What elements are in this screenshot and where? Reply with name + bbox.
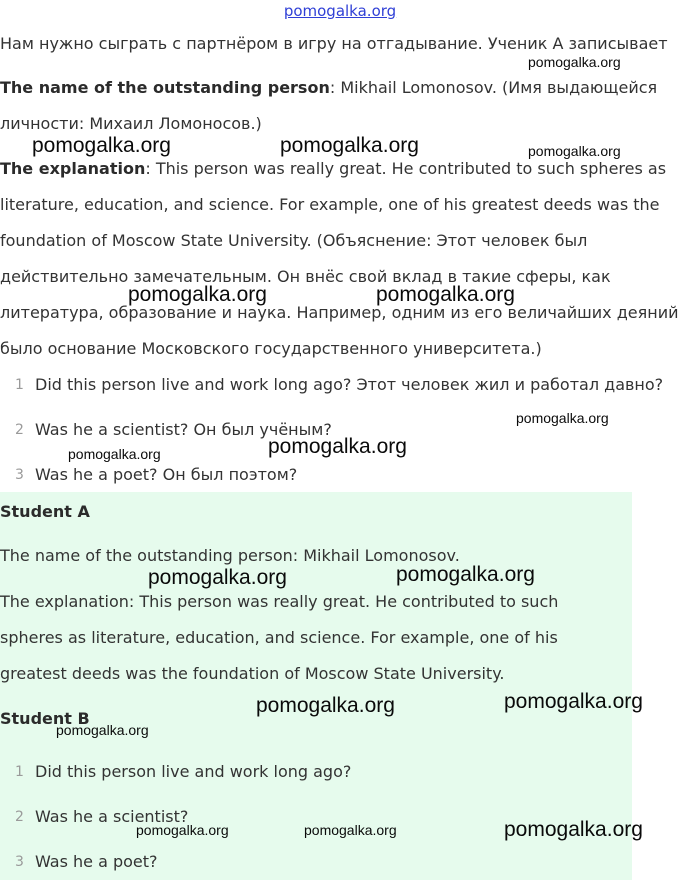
watermark: pomogalka.org	[504, 690, 643, 713]
list-text: Was he a scientist? Он был учёным?	[35, 420, 332, 439]
watermark: pomogalka.org	[148, 566, 287, 589]
student-a-expl-line3: greatest deeds was the foundation of Moscow State University.	[0, 664, 505, 683]
watermark: pomogalka.org	[396, 563, 535, 586]
explanation-line3: foundation of Moscow State University. (Объяснение: Этот человек был	[0, 231, 588, 250]
list-number: 3	[15, 854, 24, 870]
watermark: pomogalka.org	[136, 822, 229, 838]
explanation-line1: : This person was really great. He contributed to such spheres as	[145, 159, 667, 178]
watermark: pomogalka.org	[32, 134, 171, 157]
list-number: 2	[15, 809, 24, 825]
watermark: pomogalka.org	[528, 54, 621, 70]
list-text: Was he a scientist?	[35, 807, 189, 826]
student-a-expl-line2: spheres as literature, education, and science. For example, one of his	[0, 628, 558, 647]
watermark: pomogalka.org	[516, 410, 609, 426]
watermark: pomogalka.org	[528, 143, 621, 159]
name-text-line1: : Mikhail Lomonosov. (Имя выдающейся	[329, 78, 658, 97]
watermark: pomogalka.org	[280, 134, 419, 157]
name-paragraph	[0, 70, 657, 142]
explanation-line6: было основание Московского государственного университета.)	[0, 339, 542, 358]
watermark: pomogalka.org	[256, 694, 395, 717]
watermark: pomogalka.org	[268, 435, 407, 458]
watermark: pomogalka.org	[128, 283, 267, 306]
site-header-link[interactable]: pomogalka.org	[283, 2, 397, 20]
list-text: Did this person live and work long ago? Этот человек жил и работал давно?	[35, 375, 664, 394]
watermark: pomogalka.org	[56, 722, 149, 738]
watermark: pomogalka.org	[376, 283, 515, 306]
list-text: Did this person live and work long ago?	[35, 762, 352, 781]
student-a-expl-line1: The explanation: This person was really great. He contributed to such	[0, 592, 559, 611]
explanation-label: The explanation	[0, 159, 146, 178]
student-a-name-line: The name of the outstanding person: Mikhail Lomonosov.	[0, 546, 460, 565]
student-b-label: Student B	[0, 709, 90, 728]
list-text: Was he a poet? Он был поэтом?	[35, 465, 298, 484]
name-label: The name of the outstanding person	[0, 78, 330, 97]
list-text: Was he a poet?	[35, 852, 158, 871]
name-text-line2: личности: Михаил Ломоносов.)	[0, 114, 262, 133]
student-a-explanation	[0, 584, 558, 692]
list-number: 1	[15, 764, 24, 780]
explanation-line2: literature, education, and science. For example, one of his greatest deeds was the	[0, 195, 660, 214]
intro-paragraph: Нам нужно сыграть с партнёром в игру на отгадывание. Ученик А записывает	[0, 34, 668, 53]
list-number: 3	[15, 467, 24, 483]
explanation-line5: литература, образование и наука. Например, одним из его величайших деяний	[0, 303, 679, 322]
list-number: 1	[15, 377, 24, 393]
watermark: pomogalka.org	[504, 818, 643, 841]
watermark: pomogalka.org	[68, 446, 161, 462]
explanation-paragraph	[0, 151, 678, 367]
list-number: 2	[15, 422, 24, 438]
explanation-line4: действительно замечательным. Он внёс свой вклад в такие сферы, как	[0, 267, 611, 286]
student-a-label: Student A	[0, 502, 90, 521]
watermark: pomogalka.org	[304, 822, 397, 838]
